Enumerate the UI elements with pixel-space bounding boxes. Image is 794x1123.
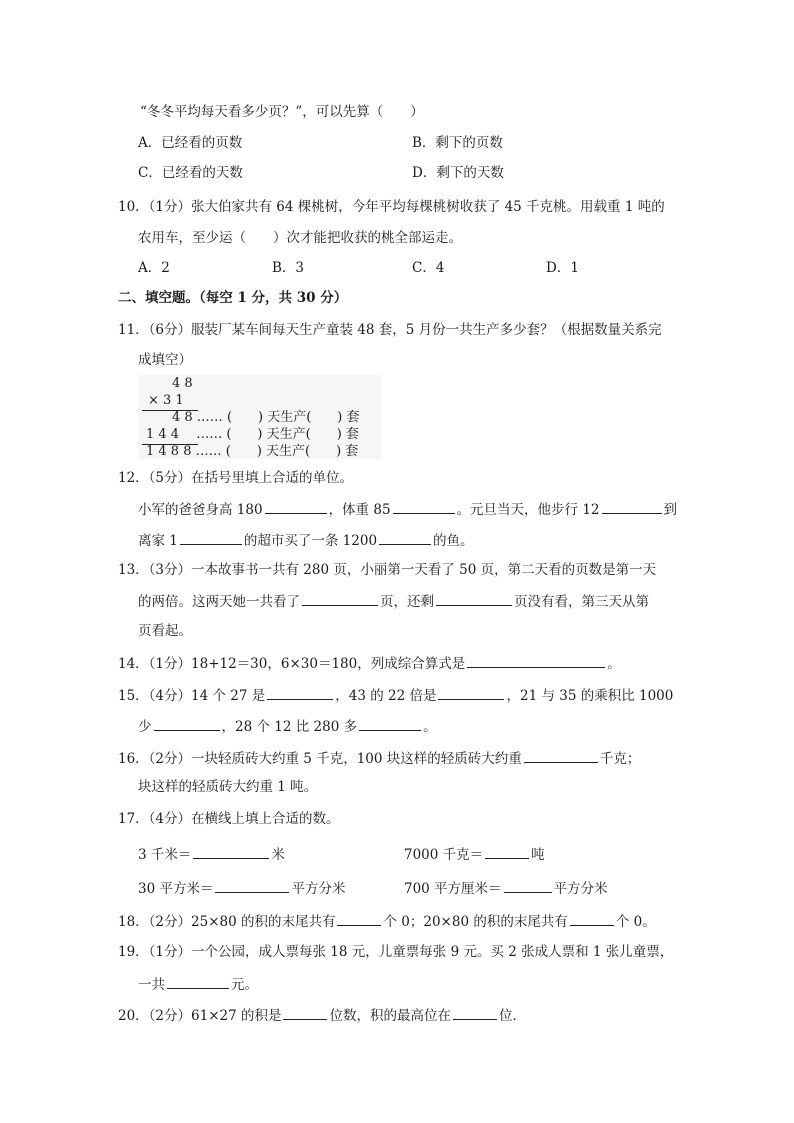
q9-stem: “冬冬平均每天看多少页？”，可以先算（ ） bbox=[140, 104, 424, 120]
q16-text-b: 千克； bbox=[599, 751, 641, 767]
q20-text-b: 位数，积的最高位在 bbox=[329, 1008, 451, 1024]
q19-text-b: 元。 bbox=[231, 977, 258, 993]
q15-text-e: ，28 个 12 比 280 多 bbox=[221, 719, 358, 735]
q11-line1: 11．（6分）服装厂某车间每天生产童装 48 套，5 月份一共生产多少套？（根据数量关系完 bbox=[118, 322, 662, 338]
q20-text-c: 位． bbox=[498, 1008, 526, 1024]
q15-line2 bbox=[138, 715, 437, 737]
q12-text-a: 小军的爸爸身高 180 bbox=[138, 502, 263, 518]
calc-row-partial-2: 1 4 4 …… ( ) 天生产( ) 套 bbox=[146, 427, 359, 442]
q17-line1: 17．（4分）在横线上填上合适的数。 bbox=[118, 811, 340, 827]
q14-text-a: 14．（1分）18+12＝30，6×30＝180，列成综合算式是 bbox=[118, 656, 466, 672]
q13-line2 bbox=[138, 590, 649, 612]
q16-blank-weight[interactable] bbox=[524, 747, 598, 763]
q19-line1: 19．（1分）一个公园，成人票每张 18 元，儿童票每张 9 元。买 2 张成人票和 1 张儿童票， bbox=[118, 944, 674, 960]
q11-vertical-multiplication bbox=[138, 375, 382, 459]
q15-text-c: ，21 与 35 的乘积比 1000 bbox=[506, 688, 674, 704]
q13-line1: 13．（3分）一本故事书一共有 280 页，小丽第一天看了 50 页，第二天看的页数是第一天 bbox=[118, 562, 657, 578]
q16-text-a: 16．（2分）一块轻质砖大约重 5 千克，100 块这样的轻质砖大约重 bbox=[118, 751, 522, 767]
q12-text-f: 的超市买了一条 1200 bbox=[243, 533, 378, 549]
q17-a-unit: 米 bbox=[271, 847, 285, 863]
calc-row-product: 1 4 8 8 …… ( ) 天生产( ) 套 bbox=[146, 444, 359, 459]
q12-blank-height-unit[interactable] bbox=[265, 498, 327, 514]
q17-b-unit: 吨 bbox=[531, 847, 545, 863]
q12-blank-weight-unit[interactable] bbox=[393, 498, 455, 514]
q18-text-b: 个 0；20×80 的积的末尾共有 bbox=[383, 914, 568, 930]
q10-option-d[interactable]: D．1 bbox=[546, 260, 579, 276]
q12-blank-walk-unit[interactable] bbox=[602, 498, 662, 514]
q13-line3: 页看起。 bbox=[138, 623, 192, 639]
q20-blank-digits[interactable] bbox=[283, 1004, 327, 1020]
q20-text-a: 20．（2分）61×27 的积是 bbox=[118, 1008, 282, 1024]
q12-blank-fish-unit[interactable] bbox=[379, 529, 431, 545]
q12-line1: 12．（5分）在括号里填上合适的单位。 bbox=[118, 470, 354, 486]
q17-c-text: 30 平方米＝ bbox=[138, 881, 214, 897]
q15-blank-4[interactable] bbox=[359, 715, 421, 731]
q20-blank-place[interactable] bbox=[453, 1004, 497, 1020]
q13-text-c: 页没有看，第三天从第 bbox=[514, 594, 649, 610]
q13-text-a: 的两倍。这两天她一共看了 bbox=[138, 594, 300, 610]
q18-blank-1[interactable] bbox=[337, 910, 381, 926]
q9-option-a[interactable]: A．已经看的页数 bbox=[138, 135, 243, 151]
q13-blank-remaining-pages[interactable] bbox=[436, 590, 512, 606]
q10-option-c[interactable]: C．4 bbox=[412, 260, 445, 276]
q15-blank-2[interactable] bbox=[438, 684, 504, 700]
q12-line3 bbox=[138, 529, 474, 551]
q15-text-b: ，43 的 22 倍是 bbox=[335, 688, 437, 704]
q17-item-d bbox=[404, 877, 608, 899]
q18-blank-2[interactable] bbox=[570, 910, 614, 926]
q15-text-f: 。 bbox=[423, 719, 437, 735]
q13-text-b: 页，还剩 bbox=[380, 594, 434, 610]
q12-text-b: ，体重 85 bbox=[328, 502, 391, 518]
q9-option-b[interactable]: B．剩下的页数 bbox=[412, 135, 503, 151]
q17-blank-a[interactable] bbox=[193, 843, 269, 859]
q17-blank-c[interactable] bbox=[215, 877, 289, 893]
q15-text-a: 15．（4分）14 个 27 是 bbox=[118, 688, 266, 704]
q17-d-text: 700 平方厘米＝ bbox=[404, 881, 502, 897]
calc-row-multiplicand: 4 8 bbox=[172, 376, 193, 391]
q20-line bbox=[118, 1004, 526, 1026]
q10-line2: 农用车，至少运（ ）次才能把收获的桃全部运走。 bbox=[138, 230, 462, 246]
q19-text-a: 一共 bbox=[138, 977, 165, 993]
q17-blank-d[interactable] bbox=[504, 877, 552, 893]
q16-line2: 块这样的轻质砖大约重 1 吨。 bbox=[138, 779, 318, 795]
q12-line2 bbox=[138, 498, 677, 520]
q12-text-g: 的鱼。 bbox=[433, 533, 474, 549]
q10-option-a[interactable]: A．2 bbox=[138, 260, 170, 276]
q12-blank-distance-unit[interactable] bbox=[180, 529, 242, 545]
q19-line2 bbox=[138, 973, 258, 995]
q15-line1 bbox=[118, 684, 673, 706]
q17-a-text: 3 千米＝ bbox=[138, 847, 192, 863]
q18-text-a: 18．（2分）25×80 的积的末尾共有 bbox=[118, 914, 336, 930]
q10-line1: 10．（1分）张大伯家共有 64 棵桃树，今年平均每棵桃树收获了 45 千克桃。用载重 1 吨的 bbox=[118, 199, 665, 215]
q13-blank-read-pages[interactable] bbox=[302, 590, 378, 606]
q11-line2: 成填空） bbox=[138, 352, 192, 368]
q17-blank-b[interactable] bbox=[485, 843, 529, 859]
q14-blank-expression[interactable] bbox=[467, 652, 605, 668]
section-fill-blank-title: 二、填空题。（每空 1 分，共 30 分） bbox=[118, 290, 348, 306]
q15-blank-1[interactable] bbox=[267, 684, 333, 700]
q17-item-a bbox=[138, 843, 285, 865]
q9-option-c[interactable]: C．已经看的天数 bbox=[138, 165, 243, 181]
q9-option-d[interactable]: D．剩下的天数 bbox=[412, 165, 504, 181]
q17-item-c bbox=[138, 877, 345, 899]
q16-line1 bbox=[118, 747, 640, 769]
calc-row-partial-1: 4 8 …… ( ) 天生产( ) 套 bbox=[172, 410, 360, 425]
q15-text-d: 少 bbox=[138, 719, 152, 735]
q14-text-b: 。 bbox=[607, 656, 621, 672]
q17-item-b bbox=[404, 843, 545, 865]
q10-option-b[interactable]: B．3 bbox=[272, 260, 305, 276]
q15-blank-3[interactable] bbox=[154, 715, 220, 731]
q14-line bbox=[118, 652, 621, 674]
q17-c-unit: 平方分米 bbox=[291, 881, 346, 897]
q17-b-text: 7000 千克＝ bbox=[404, 847, 484, 863]
calc-row-multiplier: × 3 1 bbox=[148, 393, 184, 408]
q19-blank-total[interactable] bbox=[167, 973, 229, 989]
q12-text-d: 到 bbox=[663, 502, 678, 518]
q18-line bbox=[118, 910, 656, 932]
q18-text-c: 个 0。 bbox=[615, 914, 656, 930]
q17-d-unit: 平方分米 bbox=[553, 881, 608, 897]
q12-text-c: 。元旦当天，他步行 12 bbox=[456, 502, 600, 518]
q12-text-e: 离家 1 bbox=[138, 533, 178, 549]
